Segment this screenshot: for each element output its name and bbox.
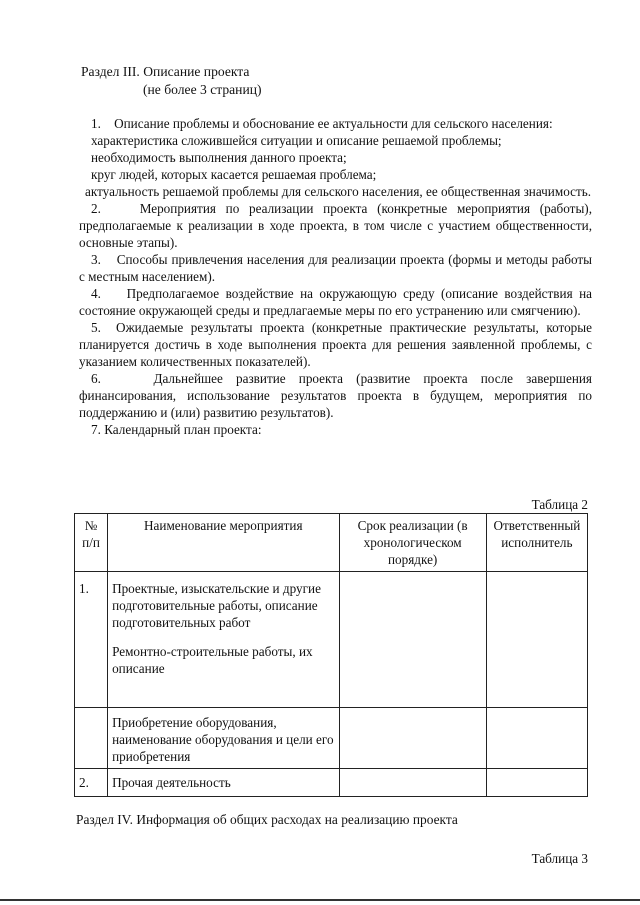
row-1-term <box>339 572 486 708</box>
item-7 <box>79 421 592 438</box>
table-row <box>75 769 588 797</box>
item-5 <box>79 319 592 370</box>
row-1-resp <box>486 572 587 708</box>
row-1-item-1: Проектные, изыскательские и другие подготовительные работы, описание подготовительных работ <box>112 581 321 630</box>
calendar-plan-table <box>74 513 588 797</box>
item-2-number: 2. <box>91 201 101 216</box>
item-1-sub-2: необходимость выполнения данного проекта; <box>91 150 347 165</box>
row-1-item-2: Ремонтно-строительные работы, их описание <box>112 644 313 676</box>
item-3-text: Способы привлечения населения для реализации проекта (формы и методы работы с местным населением). <box>79 252 593 284</box>
scan-edge-line <box>0 899 640 901</box>
item-5-text: Ожидаемые результаты проекта (конкретные практические результаты, которые планируется достичь в ходе выполнения проекта для решения заявленной проблемы, с указанием количественных показателей). <box>79 320 592 369</box>
item-1-sub-1: характеристика сложившейся ситуации и описание решаемой проблемы; <box>91 133 502 148</box>
item-7-text: Календарный план проекта: <box>104 422 262 437</box>
item-7-number: 7. <box>91 422 101 437</box>
header-term: Срок реализации (в хронологическом порядке) <box>339 514 486 572</box>
item-1-sub-4: актуальность решаемой проблемы для сельского населения, ее общественная значимость. <box>85 184 592 199</box>
item-6-text: Дальнейшее развитие проекта (развитие проекта после завершения финансирования, использование результатов проекта в будущем, мероприятия по поддержанию и (или) развитию результатов). <box>79 371 592 420</box>
section-3-body <box>79 115 592 438</box>
section-4-title: Раздел IV. Информация об общих расходах на реализацию проекта <box>76 812 458 827</box>
item-4 <box>79 285 592 319</box>
header-resp: Ответственный исполнитель <box>486 514 587 572</box>
item-3-number: 3. <box>91 252 101 267</box>
table-2-caption: Таблица 2 <box>531 497 588 512</box>
item-4-number: 4. <box>91 286 101 301</box>
table-3-caption: Таблица 3 <box>531 851 588 866</box>
item-6 <box>79 370 592 421</box>
item-4-text: Предполагаемое воздействие на окружающую среду (описание воздействия на состояние окружающей среды и предлагаемые меры по его устранению или смягчению). <box>79 286 592 318</box>
section-3-subtitle: (не более 3 страниц) <box>143 82 262 97</box>
table-header-row <box>75 514 588 572</box>
row-3-num: 2. <box>75 769 108 797</box>
row-3-item-1: Прочая деятельность <box>112 775 231 790</box>
row-1-num: 1. <box>75 572 108 708</box>
item-2-text: Мероприятия по реализации проекта (конкретные мероприятия (работы), предполагаемые к реализации в ходе проекта, в том числе с участием общественности, основные этапы). <box>79 201 592 250</box>
row-3-name <box>108 769 339 797</box>
item-1-text: Описание проблемы и обоснование ее актуальности для сельского населения: <box>114 116 553 131</box>
item-1-number: 1. <box>91 116 101 131</box>
table-row <box>75 572 588 708</box>
row-2-item-1: Приобретение оборудования, наименование оборудования и цели его приобретения <box>112 715 334 764</box>
item-6-number: 6. <box>91 371 101 386</box>
row-2-resp <box>486 708 587 769</box>
row-1-name <box>108 572 339 708</box>
item-5-number: 5. <box>91 320 101 335</box>
item-3 <box>79 251 592 285</box>
row-3-term <box>339 769 486 797</box>
section-3-title: Раздел III. Описание проекта <box>81 64 250 79</box>
row-3-resp <box>486 769 587 797</box>
header-name: Наименование мероприятия <box>108 514 339 572</box>
row-2-term <box>339 708 486 769</box>
item-2 <box>79 200 592 251</box>
row-2-name <box>108 708 339 769</box>
row-2-num <box>75 708 108 769</box>
item-1 <box>79 115 592 132</box>
item-1-sub-3: круг людей, которых касается решаемая проблема; <box>91 167 377 182</box>
table-row <box>75 708 588 769</box>
section-3-heading <box>81 63 262 99</box>
header-num: № п/п <box>75 514 108 572</box>
